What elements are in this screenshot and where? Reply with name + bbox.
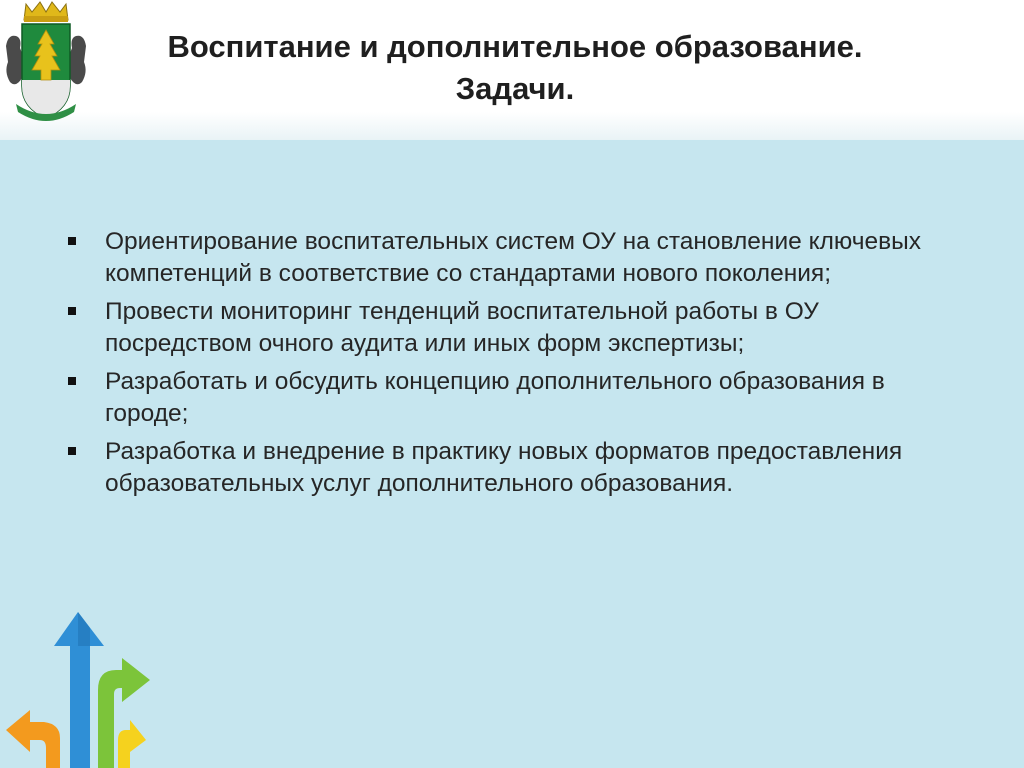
list-item <box>68 436 968 500</box>
list-item <box>68 296 968 360</box>
slide-title-line: Задачи. <box>455 71 575 106</box>
list-item <box>68 226 968 290</box>
arrows-decoration-icon <box>0 612 170 768</box>
slide-title-line: Воспитание и дополнительное образование. <box>167 29 863 64</box>
square-bullet-icon <box>68 447 76 455</box>
list-item <box>68 366 968 430</box>
square-bullet-icon <box>68 377 76 385</box>
coat-of-arms-icon <box>2 0 90 126</box>
square-bullet-icon <box>68 237 76 245</box>
task-list <box>68 226 968 506</box>
task-text: Провести мониторинг тенденций воспитательной работы в ОУ посредством очного аудита или иных форм экспертизы; <box>105 298 819 357</box>
square-bullet-icon <box>68 307 76 315</box>
slide-title <box>100 26 930 110</box>
task-text: Разработка и внедрение в практику новых форматов предоставления образовательных услуг дополнительного образования. <box>105 438 903 497</box>
task-text: Ориентирование воспитательных систем ОУ на становление ключевых компетенций в соответствие со стандартами нового поколения; <box>105 228 921 287</box>
task-text: Разработать и обсудить концепцию дополнительного образования в городе; <box>105 368 885 427</box>
